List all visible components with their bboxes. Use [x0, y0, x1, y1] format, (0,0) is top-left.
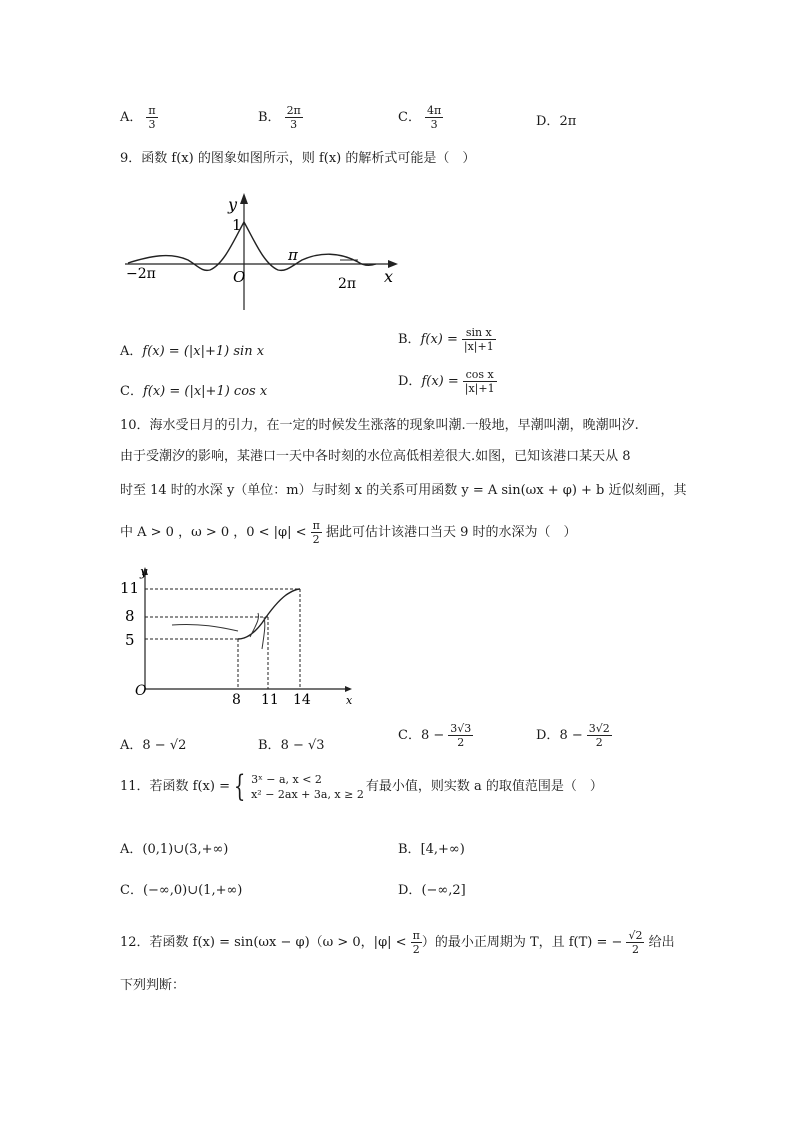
pi-label: π: [288, 246, 298, 264]
piecewise-brace: {: [233, 769, 246, 804]
origin-label: O: [233, 268, 246, 286]
origin-label: O: [135, 683, 147, 699]
q9-option-b: B．f(x) = $\frac{\text{sin x}}{|x|+1}$: [398, 326, 494, 353]
fraction: $\frac{\pi}{2}$: [412, 929, 420, 956]
q10-graph: [120, 565, 360, 710]
fraction: $\frac{\text{sin x}}{|x|+1}$: [463, 326, 494, 353]
q10-line-1: 10．海水受日月的引力，在一定的时候发生涨落的现象叫潮.一般地，早潮叫潮，晚潮叫汐.: [120, 418, 639, 433]
pos-2pi-label: 2π: [338, 276, 357, 292]
q8-option-d: D．2π: [536, 114, 577, 129]
tick-8: 8: [125, 607, 135, 625]
q10-option-a: A．8 − √2: [120, 738, 187, 753]
q10-option-d: D．8 − $\frac{3√2}{2}$: [536, 722, 610, 749]
function-curve: [128, 222, 376, 270]
fraction: $\frac{4\pi}{3}$: [426, 104, 442, 131]
x-tick-11: 11: [261, 692, 279, 708]
q10-line-3: 时至 14 时的水深 y（单位：m）与时刻 x 的关系可用函数 y = A sin(ωx + φ) + b 近似刻画，其: [120, 483, 687, 498]
fraction: $\frac{3√3}{2}$: [450, 722, 472, 749]
handwritten-scribble: [172, 613, 265, 649]
fraction: $\frac{\text{cos x}}{|x|+1}$: [464, 368, 495, 395]
y-label: y: [140, 565, 148, 580]
q11-option-b: B．[4,+∞): [398, 842, 465, 857]
q9-option-c: C．f(x) = (|x|+1) cos x: [120, 384, 268, 399]
tick-11: 11: [120, 579, 140, 597]
y-axis-arrow: [240, 193, 248, 204]
q10-line-4: 中 A > 0 ，ω > 0 ，0 < |φ| < $\frac{\pi}{2}$ 据此可估计该港口当天 9 时的水深为（ ）: [120, 519, 577, 546]
fraction: $\frac{\pi}{2}$: [312, 519, 320, 546]
q11-option-d: D．(−∞,2]: [398, 883, 466, 898]
x-tick-8: 8: [232, 692, 241, 708]
q8-option-c: C． $\frac{4\pi}{3}$: [398, 104, 442, 131]
x-axis-arrow: [345, 686, 352, 692]
label-one: 1: [232, 216, 242, 234]
x-label: x: [346, 694, 353, 707]
tick-5: 5: [125, 631, 135, 649]
q11-option-c: C．(−∞,0)∪(1,+∞): [120, 883, 243, 898]
fraction: $\frac{2\pi}{3}$: [286, 104, 301, 131]
fraction: $\frac{√2}{2}$: [628, 929, 643, 956]
q10-option-c: C．8 − $\frac{3√3}{2}$: [398, 722, 472, 749]
q10-line-2: 由于受潮汐的影响，某港口一天中各时刻的水位高低相差很大.如图，已知该港口某天从 8: [120, 449, 631, 464]
x-tick-14: 14: [293, 692, 311, 708]
water-depth-curve: [238, 589, 300, 639]
q11-option-a: A．(0,1)∪(3,+∞): [120, 842, 229, 857]
q8-option-a: A． $\frac{\pi}{3}$: [120, 104, 156, 131]
q12-line-1: 12．若函数 f(x) = sin(ωx − φ)（ω > 0，|φ| < $\frac{\pi}{2}$ ）的最小正周期为 T，且 f(T) = − $\frac{√2}{2}$ 给出: [120, 929, 675, 956]
y-label: y: [228, 195, 238, 214]
fraction: $\frac{\pi}{3}$: [148, 104, 156, 131]
q9-stem: 9．函数 f(x) 的图象如图所示，则 f(x) 的解析式可能是（ ）: [120, 151, 476, 166]
q9-graph: [120, 190, 410, 315]
q10-option-b: B．8 − √3: [258, 738, 325, 753]
q12-line-2: 下列判断：: [120, 978, 186, 993]
q8-option-b: B． $\frac{2\pi}{3}$: [258, 104, 301, 131]
neg-2pi-label: −2π: [126, 266, 156, 282]
q9-option-a: A．f(x) = (|x|+1) sin x: [120, 344, 265, 359]
x-label: x: [384, 267, 394, 286]
piecewise-cases: 3ˣ − a, x < 2 x² − 2ax + 3a, x ≥ 2: [251, 773, 364, 801]
q11-stem: 11．若函数 f(x) = { 3ˣ − a, x < 2 x² − 2ax + 3a, x ≥ 2 有最小值，则实数 a 的取值范围是（ ）: [120, 769, 603, 804]
fraction: $\frac{3√2}{2}$: [588, 722, 610, 749]
q9-option-d: D．f(x) = $\frac{\text{cos x}}{|x|+1}$: [398, 368, 495, 395]
